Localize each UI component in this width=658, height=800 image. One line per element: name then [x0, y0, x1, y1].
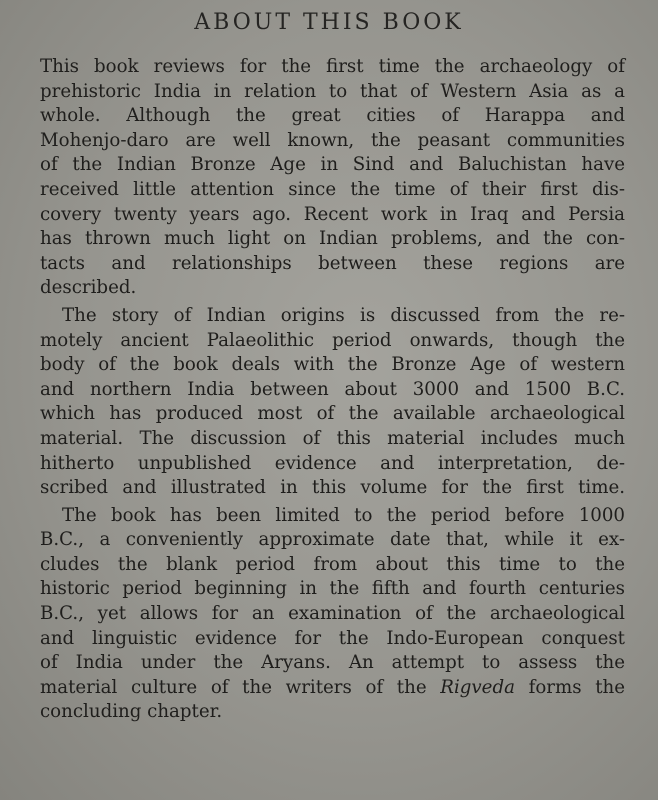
text-line: material. The discussion of this material includes much: [40, 427, 625, 449]
text-line: and linguistic evidence for the Indo-European conquest: [40, 627, 625, 649]
text-line: of India under the Aryans. An attempt to assess the: [40, 652, 625, 674]
text-line-with-italic: [40, 676, 625, 701]
text-line: Mohenjo-daro are well known, the peasant communities: [40, 129, 625, 151]
text-line: scribed and illustrated in this volume for the first time.: [40, 477, 625, 499]
text-line: has thrown much light on Indian problems, and the con-: [40, 228, 625, 250]
text-line: hitherto unpublished evidence and interpretation, de-: [40, 452, 625, 474]
text-line: This book reviews for the first time the archaeology of: [40, 56, 625, 77]
page-heading: ABOUT THIS BOOK: [194, 10, 464, 35]
italic-title-rigveda: Rigveda: [440, 676, 515, 698]
text-line: B.C., yet allows for an examination of the archaeological: [40, 603, 625, 625]
text-line: The story of Indian origins is discussed from the re-: [62, 304, 625, 326]
body-text: [40, 55, 625, 725]
text-line: of the Indian Bronze Age in Sind and Baluchistan have: [40, 154, 625, 176]
text-run: forms the: [514, 676, 625, 698]
text-line: and northern India between about 3000 and 1500 B.C.: [40, 378, 625, 400]
text-line: body of the book deals with the Bronze Age of western: [40, 354, 625, 376]
text-line: described.: [40, 277, 137, 299]
paragraph-1: [40, 55, 625, 301]
paragraph-3: [40, 504, 625, 725]
text-line: covery twenty years ago. Recent work in Iraq and Persia: [40, 203, 625, 225]
text-line: motely ancient Palaeolithic period onwards, though the: [40, 329, 625, 351]
text-line: cludes the blank period from about this time to the: [40, 553, 625, 575]
paragraph-2: [40, 304, 625, 501]
text-line: historic period beginning in the fifth and fourth centuries: [40, 578, 625, 600]
text-line: tacts and relationships between these regions are: [40, 252, 625, 274]
text-line: concluding chapter.: [40, 701, 223, 723]
text-line: received little attention since the time of their first dis-: [40, 178, 625, 200]
text-run: material culture of the writers of the: [40, 676, 441, 698]
text-line: The book has been limited to the period before 1000: [62, 504, 625, 526]
text-line: whole. Although the great cities of Harappa and: [40, 105, 625, 127]
text-line: which has produced most of the available archaeological: [40, 403, 625, 425]
text-line: B.C., a conveniently approximate date that, while it ex-: [40, 529, 625, 551]
text-line: prehistoric India in relation to that of Western Asia as a: [40, 80, 625, 102]
